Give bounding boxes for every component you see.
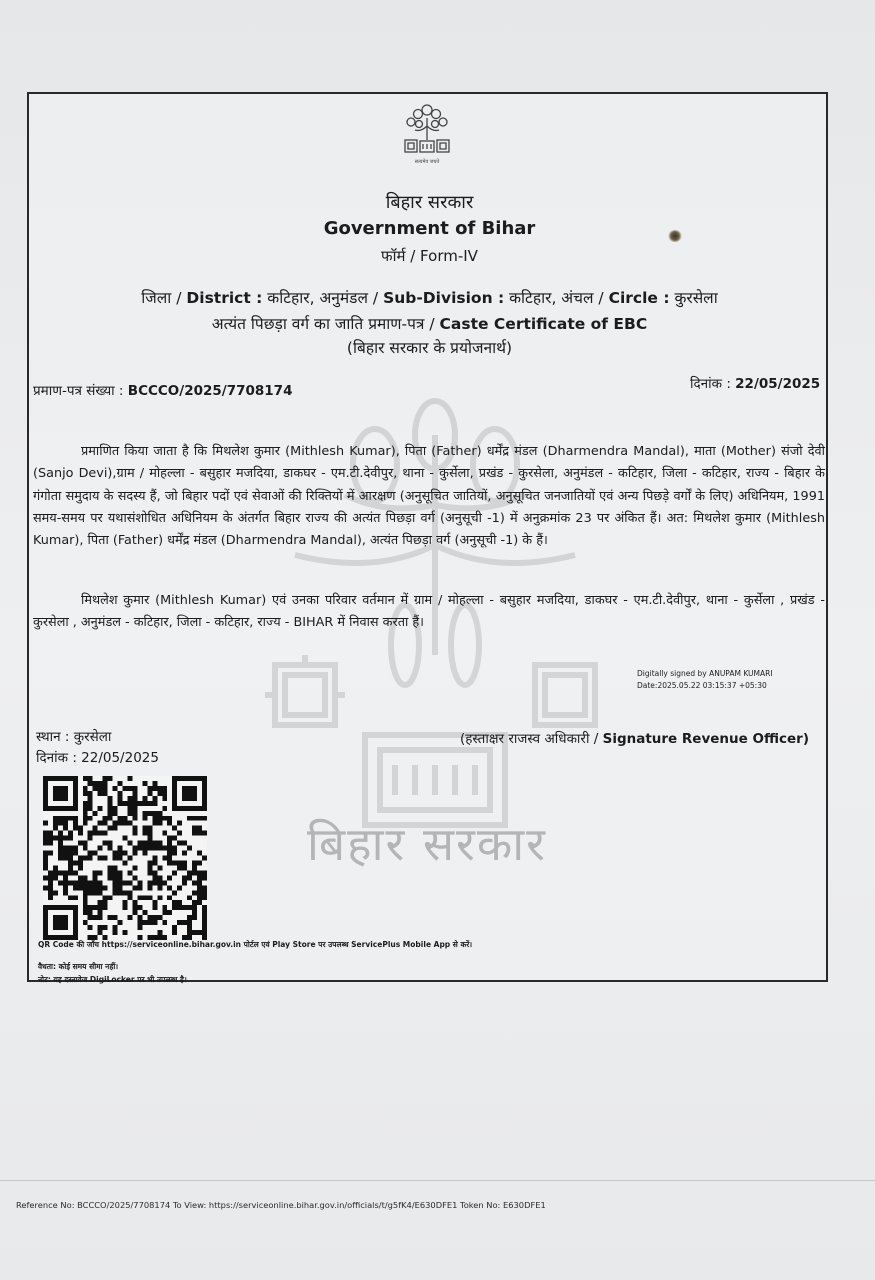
qr-verification-note: QR Code की जाँच https://serviceonline.bihar.gov.in पोर्टल एवं Play Store पर उपलब्ध ServicePlus Mobile App से करें। [38, 940, 473, 949]
signatory-english: Signature Revenue Officer) [602, 731, 810, 747]
subdivision-value: कटिहार, अंचल / [504, 289, 609, 307]
signatory [460, 729, 809, 747]
circle-value: कुरसेला [669, 289, 718, 307]
state-title-hindi: बिहार सरकार [385, 192, 474, 213]
reference-line: Reference No: BCCCO/2025/7708174 To View: https://serviceonline.bihar.gov.in/officials/t/g5fK4/E630DFE1 Token No: E630DFE1 [16, 1200, 546, 1210]
place-of-issue: स्थान : कुरसेला [36, 729, 112, 745]
circle-label: Circle : [608, 289, 670, 307]
district-prefix: जिला / [141, 289, 187, 307]
certificate-title [27, 312, 832, 334]
digital-signature-date: Date:2025.05.22 03:15:37 +05:30 [637, 681, 767, 690]
emblem-motto: सत्यमेव जयते [414, 159, 440, 165]
jurisdiction-line [27, 286, 832, 308]
watermark-text: बिहार सरकार [307, 817, 547, 871]
certificate-number-label: प्रमाण-पत्र संख्या : [33, 383, 128, 399]
bihar-emblem-icon [391, 96, 463, 168]
certificate-title-english: Caste Certificate of EBC [439, 315, 648, 333]
certificate-number-value: BCCCO/2025/7708174 [127, 383, 293, 399]
issue-date-label: दिनांक : [690, 376, 736, 392]
district-label: District : [186, 289, 263, 307]
residence-paragraph: मिथलेश कुमार (Mithlesh Kumar) एवं उनका परिवार वर्तमान में ग्राम / मोहल्ला - बसुहार मजदिया, डाकघर - एम.टी.देवीपुर, थाना - कुर्सेला , प्रखंड - कुरसेला , अनुमंडल - कटिहार, जिला - कटिहार, राज्य - BIHAR में निवास करता हैं। [33, 593, 825, 631]
digital-signature [637, 668, 773, 692]
issue-date [690, 374, 820, 392]
validity-note: वैधता: कोई समय सीमा नहीं। [38, 962, 119, 971]
certification-paragraph: प्रमाणित किया जाता है कि मिथलेश कुमार (Mithlesh Kumar), पिता (Father) धर्मेंद्र मंडल (Dharmendra Mandal), माता (Mother) संजो देवी (Sanjo Devi),ग्राम / मोहल्ला - बसुहार मजदिया, डाकघर - एम.टी.देवीपुर, थाना - कुर्सेला, प्रखंड - कुरसेला, अनुमंडल - कटिहार, जिला - कटिहार, राज्य - बिहार के गंगोता समुदाय के सदस्य हैं, जो बिहार पदों एवं सेवाओं की रिक्तियों में आरक्षण (अनुसूचित जातियों, अनुसूचित जनजातियों एवं अन्य पिछड़े वर्गों के लिए) अधिनियम, 1991 समय-समय पर यथासंशोधित अधिनियम के अंतर्गत बिहार राज्य की अत्यंत पिछड़ा वर्ग (अनुसूची -1) में अनुक्रमांक 23 पर अंकित हैं। अत: मिथलेश कुमार (Mithlesh Kumar), पिता (Father) धर्मेंद्र मंडल (Dharmendra Mandal), अत्यंत पिछड़ा वर्ग (अनुसूची -1) के हैं। [33, 444, 825, 549]
digital-signature-signer: Digitally signed by ANUPAM KUMARI [637, 669, 773, 678]
purpose-line: (बिहार सरकार के प्रयोजनार्थ) [346, 339, 513, 357]
certificate-title-hindi: अत्यंत पिछड़ा वर्ग का जाति प्रमाण-पत्र / [211, 315, 440, 333]
issue-date-value: 22/05/2025 [735, 376, 821, 392]
certificate-number [33, 381, 292, 399]
footer-divider [0, 1180, 875, 1181]
form-label: फॉर्म / Form-IV [381, 247, 478, 265]
date-of-issue: दिनांक : 22/05/2025 [36, 750, 159, 766]
qr-code-icon[interactable] [43, 776, 207, 940]
district-value: कटिहार, अनुमंडल / [262, 289, 384, 307]
digilocker-note: नोट: यह दस्तावेज DigiLocker पर भी उपलब्ध है। [38, 975, 187, 984]
state-title-english: Government of Bihar [323, 218, 536, 239]
signatory-hindi: (हस्ताक्षर राजस्व अधिकारी / [460, 731, 603, 747]
subdivision-label: Sub-Division : [383, 289, 505, 307]
